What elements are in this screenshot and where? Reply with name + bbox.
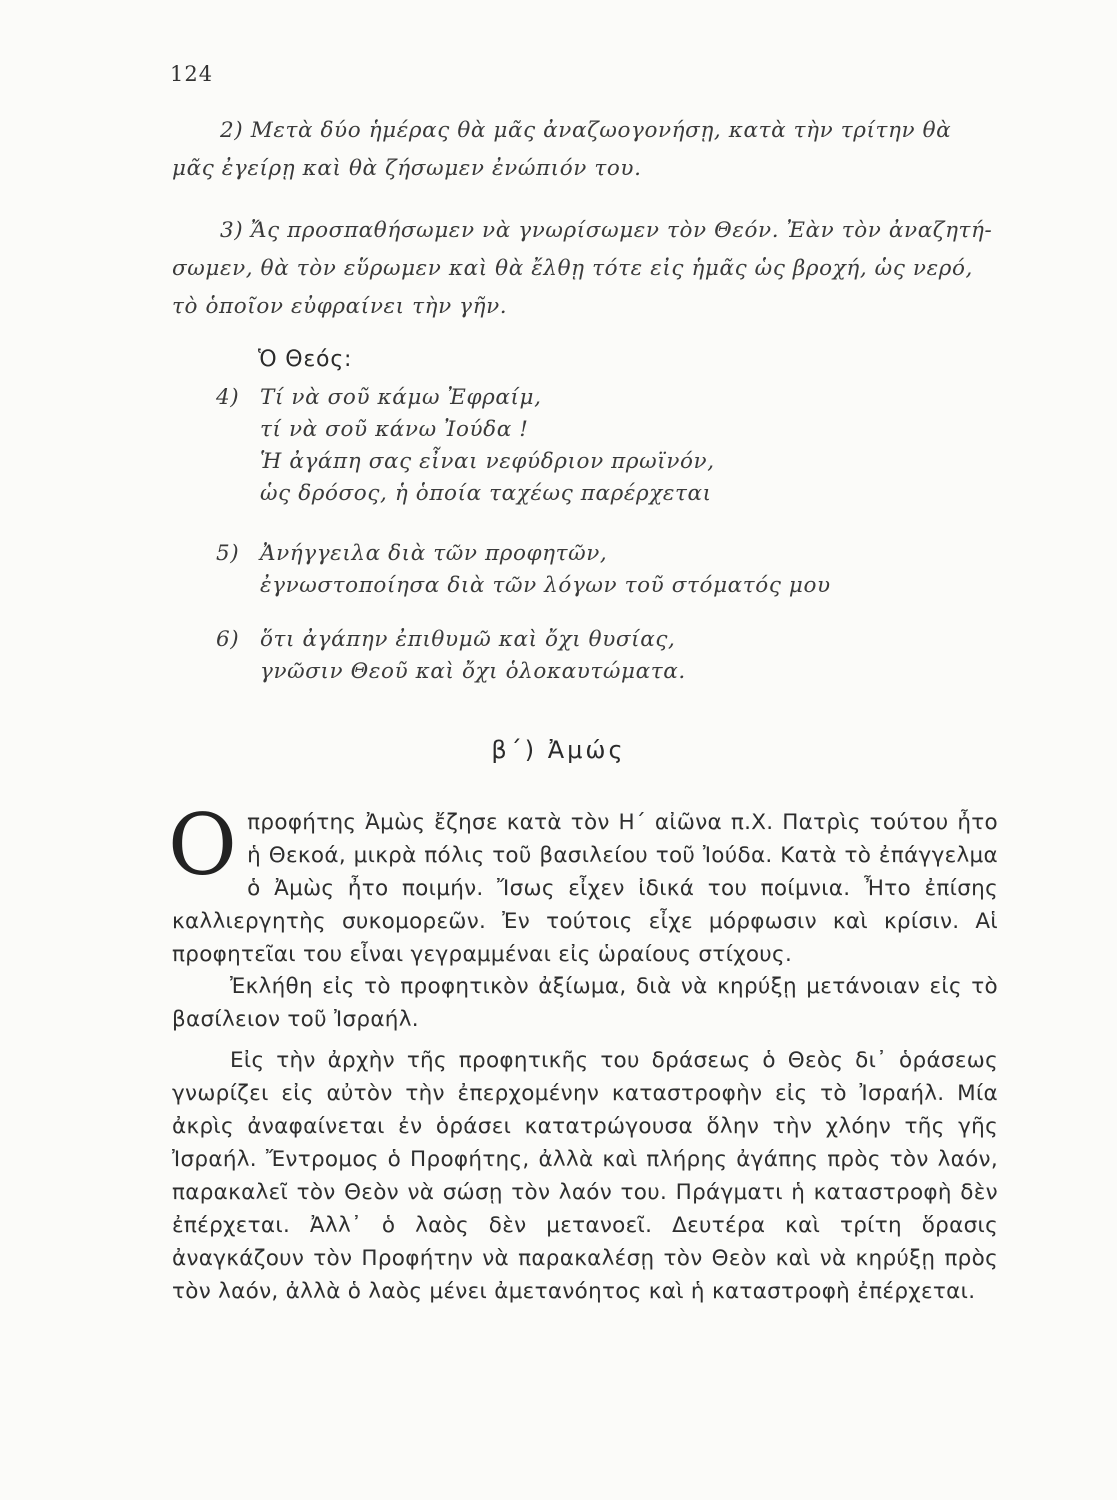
paragraph-visions [172, 1044, 998, 1308]
paragraph-intro [168, 796, 998, 971]
verse-number: 6) [216, 627, 240, 652]
verse-5 [216, 538, 996, 602]
verse-line: γνῶσιν Θεοῦ καὶ ὄχι ὁλοκαυτώματα. [260, 659, 686, 684]
verse-line: Ἀνήγγειλα διὰ τῶν προφητῶν, [260, 541, 608, 566]
verse-line: Τί νὰ σοῦ κάμω Ἐφραίμ, [260, 385, 542, 410]
page-number: 124 [170, 62, 214, 86]
paragraph-text: προφήτης Ἀμὼς ἔζησε κατὰ τὸν Η΄ αἰῶνα π.Χ. Πατρὶς τούτου ἦτο ἡ Θεκοά, μικρὰ πόλις τοῦ βασιλείου τοῦ Ἰούδα. Κατὰ τὸ ἐπάγγελμα ὁ Ἀμὼς ἦτο ποιμήν. Ἴσως εἶχεν ἰδικά του ποίμνια. Ἦτο ἐπίσης καλλιεργητὴς συκομορεῶν. Ἐν τούτοις εἶχε μόρφωσιν καὶ κρίσιν. Αἱ προφητεῖαι του εἶναι γεγραμμέναι εἰς ὡραίους στίχους. [172, 810, 998, 967]
verse-line: Ἡ ἀγάπη σας εἶναι νεφύδριον πρωϊνόν, [260, 449, 715, 474]
verse-line: ἐγνωστοποίησα διὰ τῶν λόγων τοῦ στόματός μου [260, 573, 831, 598]
drop-cap: Ο [168, 796, 238, 894]
paragraph-text: Εἰς τὴν ἀρχὴν τῆς προφητικῆς του δράσεως ὁ Θεὸς δι᾽ ὁράσεως γνωρίζει εἰς αὐτὸν τὴν ἐπερχομένην καταστροφὴν εἰς τὸ Ἰσραήλ. Μία ἀκρὶς ἀναφαίνεται ἐν ὁράσει κατατρώγουσα ὅλην τὴν χλόην τῆς γῆς Ἰσραήλ. Ἔντρομος ὁ Προφήτης, ἀλλὰ καὶ πλήρης ἀγάπης πρὸς τὸν λαόν, παρακαλεῖ τὸν Θεὸν νὰ σώσῃ τὸν λαόν του. Πράγματι ἡ καταστροφὴ δὲν ἐπέρχεται. Ἀλλ᾽ ὁ λαὸς δὲν μετανοεῖ. Δευτέρα καὶ τρίτη ὅρασις ἀναγκάζουν τὸν Προφήτην νὰ παρακαλέσῃ τὸν Θεὸν καὶ νὰ κηρύξῃ πρὸς τὸν λαόν, ἀλλὰ ὁ λαὸς μένει ἀμετανόητος καὶ ἡ καταστροφὴ ἐπέρχεται. [172, 1048, 998, 1304]
verse-3-prose [172, 212, 993, 326]
verse-line: ὡς δρόσος, ἡ ὁποία ταχέως παρέρχεται [260, 481, 712, 506]
verse-line: τί νὰ σοῦ κάνω Ἰούδα ! [260, 417, 529, 442]
text-line: μᾶς ἐγείρῃ καὶ θὰ ζήσωμεν ἐνώπιόν του. [172, 156, 642, 181]
verse-number: 4) [216, 385, 240, 410]
verse-6 [216, 624, 996, 688]
paragraph-text: Ἐκλήθη εἰς τὸ προφητικὸν ἀξίωμα, διὰ νὰ κηρύξῃ μετάνοιαν εἰς τὸ βασίλειον τοῦ Ἰσραήλ. [172, 974, 998, 1032]
verse-line: ὅτι ἀγάπην ἐπιθυμῶ καὶ ὄχι θυσίας, [260, 627, 676, 652]
text-line: 3) Ἄς προσπαθήσωμεν νὰ γνωρίσωμεν τὸν Θεόν. Ἐὰν τὸν ἀναζητή- [220, 218, 993, 243]
verse-4 [216, 382, 996, 510]
section-heading: β΄) Ἀμώς [491, 736, 626, 764]
text-line: 2) Μετὰ δύο ἡμέρας θὰ μᾶς ἀναζωογονήσῃ, κατὰ τὴν τρίτην θὰ [220, 118, 952, 143]
paragraph-calling [172, 970, 998, 1036]
text-line: σωμεν, θὰ τὸν εὕρωμεν καὶ θὰ ἔλθῃ τότε εἰς ἡμᾶς ὡς βροχή, ὡς νερό, [172, 256, 973, 281]
verse-2-prose [172, 112, 972, 188]
verse-number: 5) [216, 541, 240, 566]
speaker-label: Ὁ Θεός: [258, 347, 353, 372]
text-line: τὸ ὁποῖον εὐφραίνει τὴν γῆν. [172, 294, 508, 319]
